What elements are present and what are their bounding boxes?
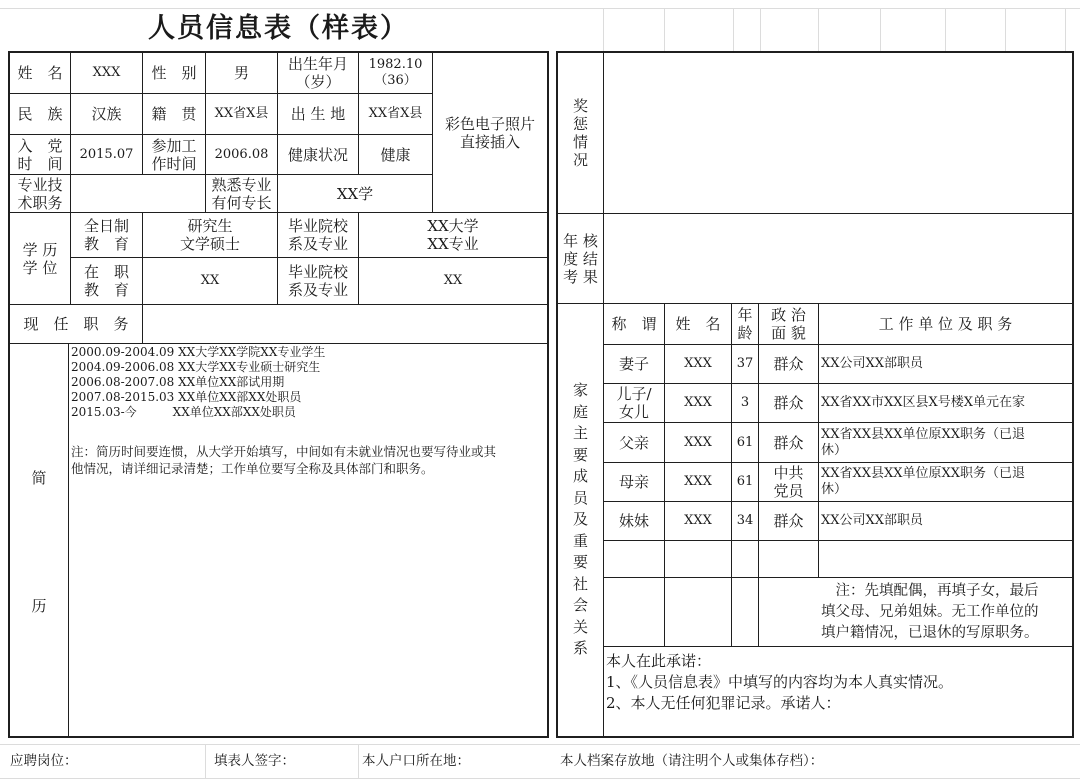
table-border (1072, 51, 1074, 738)
onjob-school-value[interactable]: XX (443, 273, 463, 289)
row-line (603, 540, 1073, 541)
family-political[interactable]: 群众 (773, 512, 804, 530)
family-age[interactable]: 37 (736, 356, 754, 372)
awards-value[interactable] (604, 53, 1072, 213)
family-political[interactable]: 群众 (773, 355, 804, 373)
footer-hukou[interactable]: 本人户口所在地： (362, 752, 470, 769)
family-header-work: 工 作 单 位 及 职 务 (878, 315, 1013, 333)
onjob-edu-label: 在 职 教 育 (83, 263, 129, 299)
row-line (603, 646, 1073, 647)
footer-filler-signature[interactable]: 填表人签字： (214, 752, 295, 769)
family-relation[interactable]: 妻子 (618, 355, 649, 373)
education-label: 学 历 学 位 (22, 240, 58, 277)
table-border (556, 736, 1074, 738)
sheet-gridline (664, 8, 665, 51)
resume-label-1: 简 (31, 469, 47, 487)
sheet-gridline (818, 8, 819, 51)
family-header-name: 姓 名 (675, 315, 721, 333)
fulltime-edu-value[interactable]: 研究生 文学硕士 (179, 217, 240, 253)
party-date-label: 入 党 时 间 (17, 136, 63, 173)
resume-entries[interactable]: 2000.09-2004.09 XX大学XX学院XX专业学生 2004.09-2006.08 XX大学XX专业硕士研究生 2006.08-2007.08 XX单位XX部试用期 2007.08-2015.03 XX单位XX部XX处职员 2015.03-今 XX单位XX部XX处职员 (71, 345, 326, 419)
fulltime-school-value[interactable]: XX大学 XX专业 (427, 217, 479, 253)
party-date-value[interactable]: 2015.07 (79, 146, 134, 162)
footer-job[interactable]: 应聘岗位： (10, 752, 78, 769)
resume-note: 注：简历时间要连惯，从大学开始填写，中间如有未就业情况也要写待业或其 他情况，请详细记录清楚；工作单位要写全称及具体部门和职务。 (71, 444, 497, 476)
family-label: 家 庭 主 要 成 员 及 重 要 社 会 关 系 (572, 381, 588, 658)
skill-value[interactable]: XX学 (336, 184, 374, 203)
native-label: 籍 贯 (151, 105, 197, 123)
family-age[interactable]: 61 (736, 474, 754, 490)
family-relation[interactable]: 父亲 (618, 433, 649, 452)
family-relation[interactable]: 母亲 (618, 473, 649, 491)
sheet-gridline (945, 8, 946, 51)
sheet-gridline (0, 778, 1080, 779)
photo-placeholder[interactable]: 彩色电子照片 直接插入 (444, 114, 535, 151)
family-political[interactable]: 群众 (773, 433, 804, 452)
work-start-label: 参加工 作时间 (151, 136, 197, 173)
resume-label-2: 历 (31, 597, 47, 615)
native-value[interactable]: XX省X县 (214, 106, 269, 122)
work-start-value[interactable]: 2006.08 (214, 146, 269, 162)
family-age[interactable]: 34 (736, 513, 754, 529)
annual-review-label: 年 核 度 结 考 果 (563, 231, 598, 286)
sheet-gridline (358, 745, 359, 778)
onjob-edu-value[interactable]: XX (200, 273, 220, 289)
tech-title-value[interactable] (71, 175, 205, 212)
name-label: 姓 名 (17, 64, 63, 82)
sheet-gridline (1005, 8, 1006, 51)
pledge-text: 本人在此承诺： 1、《人员信息表》中填写的内容均为本人真实情况。 2、本人无任何犯罪记录。承诺人： (606, 652, 954, 712)
table-border (547, 51, 549, 738)
birthplace-label: 出 生 地 (290, 105, 346, 123)
gender-value[interactable]: 男 (233, 64, 249, 82)
family-relation[interactable]: 儿子/ 女儿 (616, 385, 652, 421)
sheet-gridline (205, 745, 206, 778)
current-position-value[interactable] (143, 305, 547, 343)
name-value[interactable]: XXX (92, 65, 121, 81)
family-relation[interactable]: 妹妹 (618, 512, 649, 530)
row-line (8, 343, 549, 344)
family-work[interactable]: XX公司XX部职员 (821, 513, 924, 529)
col-line (818, 304, 819, 578)
sheet-gridline (603, 8, 604, 51)
family-name[interactable]: XXX (684, 434, 712, 450)
birth-label: 出生年月 （岁） (287, 55, 348, 91)
ethnic-value[interactable]: 汉族 (91, 105, 122, 123)
fulltime-school-label: 毕业院校 系及专业 (287, 217, 348, 253)
sheet-gridline (0, 8, 1080, 9)
skill-label: 熟悉专业 有何专长 (211, 175, 272, 212)
col-line (68, 344, 69, 737)
birthplace-value[interactable]: XX省X县 (368, 106, 423, 122)
family-note: 注：先填配偶，再填子女，最后 填父母、兄弟姐妹。无工作单位的 填户籍情况，已退休的写原职务。 (821, 582, 1039, 641)
family-age[interactable]: 61 (736, 434, 754, 450)
birth-value[interactable]: 1982.10 （36） (368, 57, 423, 88)
health-label: 健康状况 (287, 145, 348, 164)
tech-title-label: 专业技 术职务 (17, 175, 63, 212)
ethnic-label: 民 族 (17, 105, 63, 123)
family-political[interactable]: 群众 (773, 394, 804, 412)
family-header-relation: 称 谓 (611, 315, 657, 333)
page-title: 人员信息表（样表） (148, 12, 409, 44)
family-political[interactable]: 中共 党员 (773, 464, 804, 500)
family-header-age: 年 龄 (737, 306, 753, 342)
awards-label: 奖 惩 情 况 (572, 97, 588, 169)
family-age[interactable]: 3 (740, 395, 750, 411)
annual-review-value[interactable] (604, 214, 1072, 303)
family-name[interactable]: XXX (684, 474, 712, 490)
family-work[interactable]: XX省XX县XX单位原XX职务（已退 休） (821, 426, 1026, 458)
sheet-gridline (760, 8, 761, 51)
current-position-label: 现 任 职 务 (23, 315, 129, 333)
sheet-gridline (1065, 8, 1066, 51)
onjob-school-label: 毕业院校 系及专业 (287, 263, 348, 299)
family-work[interactable]: XX公司XX部职员 (821, 356, 924, 372)
family-name[interactable]: XXX (684, 356, 712, 372)
family-name[interactable]: XXX (684, 395, 712, 411)
family-work[interactable]: XX省XX市XX区县X号楼X单元在家 (821, 395, 1026, 411)
sheet-gridline (880, 8, 881, 51)
sheet-gridline (733, 8, 734, 51)
table-border (8, 736, 549, 738)
footer-archive[interactable]: 本人档案存放地（请注明个人或集体存档）： (560, 752, 824, 769)
family-name[interactable]: XXX (684, 513, 712, 529)
family-header-political: 政 治 面 貌 (771, 306, 806, 342)
health-value[interactable]: 健康 (380, 145, 411, 164)
fulltime-edu-label: 全日制 教 育 (83, 217, 129, 253)
family-work[interactable]: XX省XX县XX单位原XX职务（已退 休） (821, 466, 1026, 497)
gender-label: 性 别 (151, 64, 197, 82)
